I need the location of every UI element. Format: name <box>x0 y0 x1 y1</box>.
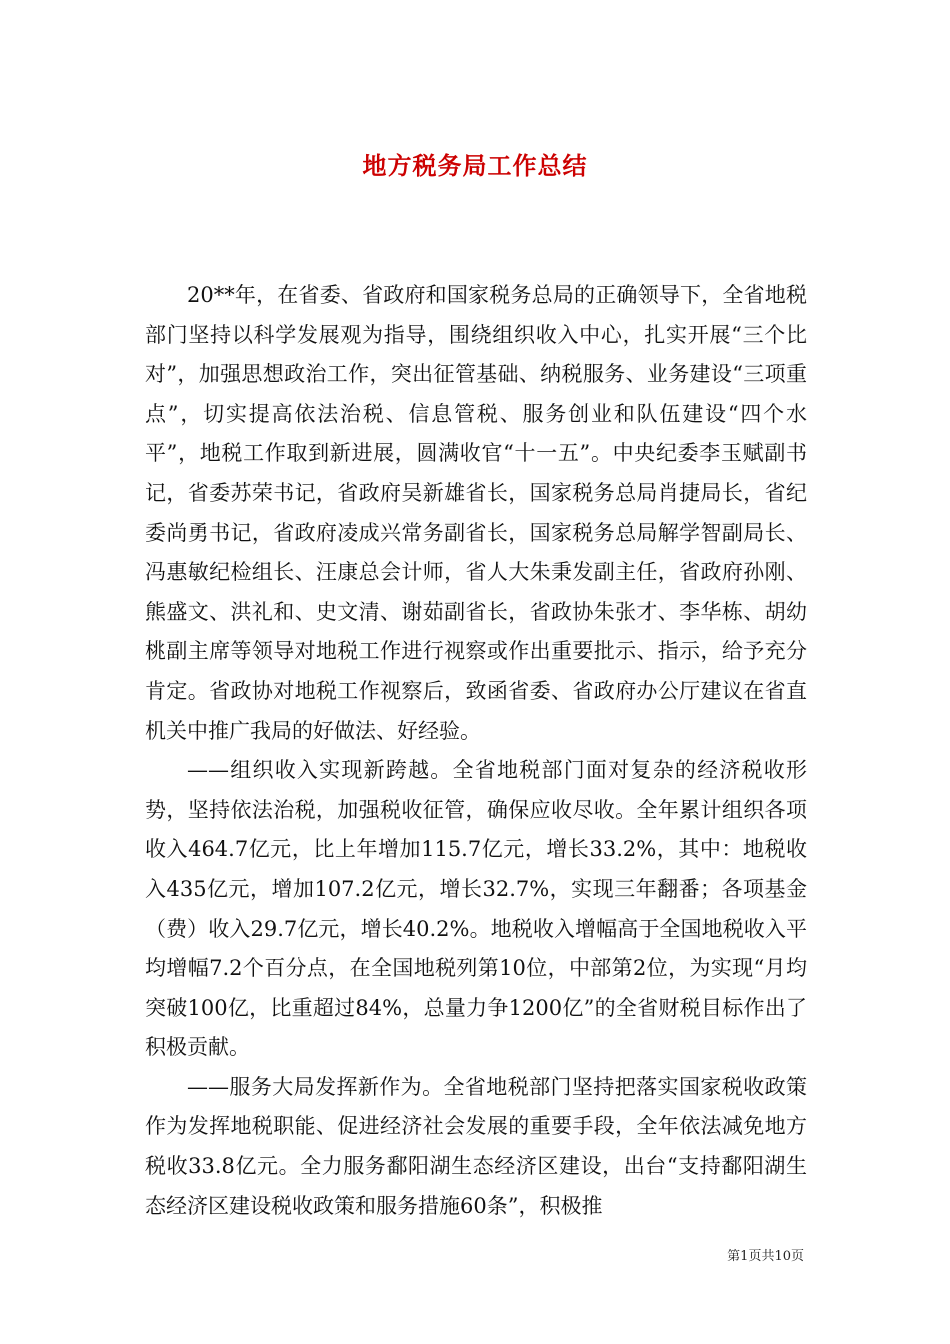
paragraph-service: ——服务大局发挥新作为。全省地税部门坚持把落实国家税收政策作为发挥地税职能、促进经济社会发展的重要手段，全年依法减免地方税收33.8亿元。全力服务鄱阳湖生态经济区建设，出台“支持鄱阳湖生态经济区建设税收政策和服务措施60条”，积极推 <box>145 1074 807 1218</box>
paragraph-intro: 20**年，在省委、省政府和国家税务总局的正确领导下，全省地税部门坚持以科学发展观为指导，围绕组织收入中心，扎实开展“三个比对”，加强思想政治工作，突出征管基础、纳税服务、业务建设“三项重点”，切实提高依法治税、信息管税、服务创业和队伍建设“四个水平”，地税工作取到新进展，圆满收官“十一五”。中央纪委李玉赋副书记，省委苏荣书记，省政府吴新雄省长，国家税务总局肖捷局长，省纪委尚勇书记，省政府凌成兴常务副省长，国家税务总局解学智副局长、冯惠敏纪检组长、汪康总会计师，省人大朱秉发副主任，省政府孙刚、熊盛文、洪礼和、史文清、谢茹副省长，省政协朱张才、李华栋、胡幼桃副主席等领导对地税工作进行视察或作出重要批示、指示，给予充分肯定。省政协对地税工作视察后，致函省委、省政府办公厅建议在省直机关中推广我局的好做法、好经验。 <box>145 283 807 743</box>
paragraph-revenue: ——组织收入实现新跨越。全省地税部门面对复杂的经济税收形势，坚持依法治税，加强税收征管，确保应收尽收。全年累计组织各项收入464.7亿元，比上年增加115.7亿元，增长33.2%，其中：地税收入435亿元，增加107.2亿元，增长32.7%，实现三年翻番；各项基金（费）收入29.7亿元，增长40.2%。地税收入增幅高于全国地税收入平均增幅7.2个百分点，在全国地税列第10位，中部第2位，为实现“月均突破100亿，比重超过84%，总量力争1200亿”的全省财税目标作出了积极贡献。 <box>145 758 807 1060</box>
document-title: 地方税务局工作总结 <box>362 151 588 181</box>
document-body <box>145 276 807 1226</box>
page-number: 第1页共10页 <box>727 1249 804 1264</box>
